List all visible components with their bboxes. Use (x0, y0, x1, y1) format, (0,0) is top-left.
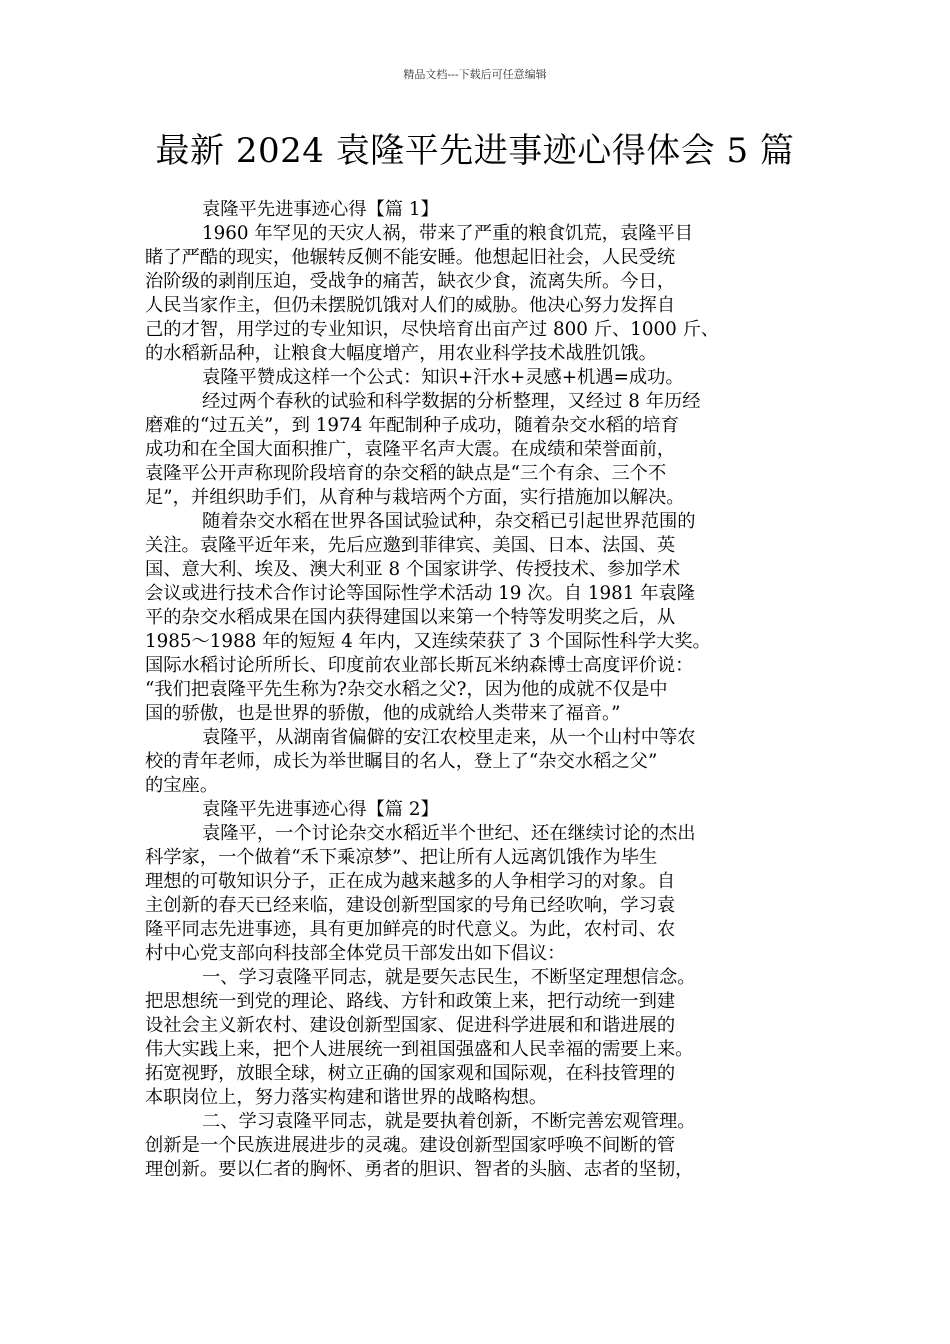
text-line: 治阶级的剥削压迫，受战争的痛苦，缺衣少食，流离失所。今日， (145, 271, 676, 292)
text-line: 经过两个春秋的试验和科学数据的分析整理，又经过 8 年历经 (202, 391, 701, 412)
text-line: 1985～1988 年的短短 4 年内，又连续荣获了 3 个国际性科学大奖。 (145, 631, 711, 652)
text-line: 随着杂交水稻在世界各国试验试种，杂交稻已引起世界范围的 (202, 511, 696, 532)
text-line: 国际水稻讨论所所长、印度前农业部长斯瓦米纳森博士高度评价说： (145, 655, 694, 676)
text-line: 袁隆平先进事迹心得【篇 2】 (202, 799, 439, 820)
text-line: 的水稻新品种，让粮食大幅度增产，用农业科学技术战胜饥饿。 (145, 343, 657, 364)
text-line: 主创新的春天已经来临，建设创新型国家的号角已经吹响，学习袁 (145, 895, 676, 916)
text-line: 创新是一个民族进展进步的灵魂。建设创新型国家呼唤不间断的管 (145, 1135, 676, 1156)
text-line: 平的杂交水稻成果在国内获得建国以来第一个特等发明奖之后，从 (145, 607, 676, 628)
text-line: 一、学习袁隆平同志，就是要矢志民生，不断坚定理想信念。 (202, 967, 696, 988)
text-line: 袁隆平公开声称现阶段培育的杂交稻的缺点是“三个有余、三个不 (145, 463, 667, 484)
text-line: 成功和在全国大面积推广，袁隆平名声大震。在成绩和荣誉面前， (145, 439, 676, 460)
text-line: 己的才智，用学过的专业知识，尽快培育出亩产过 800 斤、1000 斤、 (145, 319, 720, 340)
text-line: 关注。袁隆平近年来，先后应邀到菲律宾、美国、日本、法国、英 (145, 535, 676, 556)
text-line: 袁隆平赞成这样一个公式：知识+汗水+灵感+机遇=成功。 (202, 367, 684, 388)
text-line: 国的骄傲，也是世界的骄傲，他的成就给人类带来了福音。” (145, 703, 621, 724)
text-line: 足”，并组织助手们，从育种与栽培两个方面，实行措施加以解决。 (145, 487, 685, 508)
text-line: 隆平同志先进事迹，具有更加鲜亮的时代意义。为此，农村司、农 (145, 919, 676, 940)
text-line: 袁隆平先进事迹心得【篇 1】 (202, 199, 439, 220)
text-line: 村中心党支部向科技部全体党员干部发出如下倡议： (145, 943, 566, 964)
text-line: 理创新。要以仁者的胸怀、勇者的胆识、智者的头脑、志者的坚韧， (145, 1159, 694, 1180)
text-line: 校的青年老师，成长为举世瞩目的名人，登上了“杂交水稻之父” (145, 751, 658, 772)
page-header: 精品文档---下载后可任意编辑 (403, 68, 547, 81)
document-body (145, 198, 817, 1182)
text-line: “我们把袁隆平先生称为?杂交水稻之父?，因为他的成就不仅是中 (145, 679, 668, 700)
text-line: 二、学习袁隆平同志，就是要执着创新，不断完善宏观管理。 (202, 1111, 696, 1132)
text-line: 1960 年罕见的天灾人祸，带来了严重的粮食饥荒，袁隆平目 (202, 223, 694, 244)
text-line: 国、意大利、埃及、澳大利亚 8 个国家讲学、传授技术、参加学术 (145, 559, 681, 580)
document-title: 最新 2024 袁隆平先进事迹心得体会 5 篇 (155, 131, 795, 171)
text-line: 袁隆平，一个讨论杂交水稻近半个世纪、还在继续讨论的杰出 (202, 823, 696, 844)
text-line: 会议或进行技术合作讨论等国际性学术活动 19 次。自 1981 年袁隆 (145, 583, 696, 604)
text-line: 拓宽视野，放眼全球，树立正确的国家观和国际观，在科技管理的 (145, 1063, 676, 1084)
text-line: 磨难的“过五关”，到 1974 年配制种子成功，随着杂交水稻的培育 (145, 415, 679, 436)
text-line: 设社会主义新农村、建设创新型国家、促进科学进展和和谐进展的 (145, 1015, 676, 1036)
text-line: 人民当家作主，但仍未摆脱饥饿对人们的威胁。他决心努力发挥自 (145, 295, 676, 316)
text-line: 袁隆平，从湖南省偏僻的安江农校里走来，从一个山村中等农 (202, 727, 696, 748)
text-line: 科学家，一个做着“禾下乘凉梦”、把让所有人远离饥饿作为毕生 (145, 847, 658, 868)
text-line: 把思想统一到党的理论、路线、方针和政策上来，把行动统一到建 (145, 991, 676, 1012)
text-line: 本职岗位上，努力落实构建和谐世界的战略构想。 (145, 1087, 548, 1108)
text-line: 睹了严酷的现实，他辗转反侧不能安睡。他想起旧社会，人民受统 (145, 247, 676, 268)
text-line: 理想的可敬知识分子，正在成为越来越多的人争相学习的对象。自 (145, 871, 676, 892)
text-line: 的宝座。 (145, 775, 219, 796)
text-line: 伟大实践上来，把个人进展统一到祖国强盛和人民幸福的需要上来。 (145, 1039, 694, 1060)
